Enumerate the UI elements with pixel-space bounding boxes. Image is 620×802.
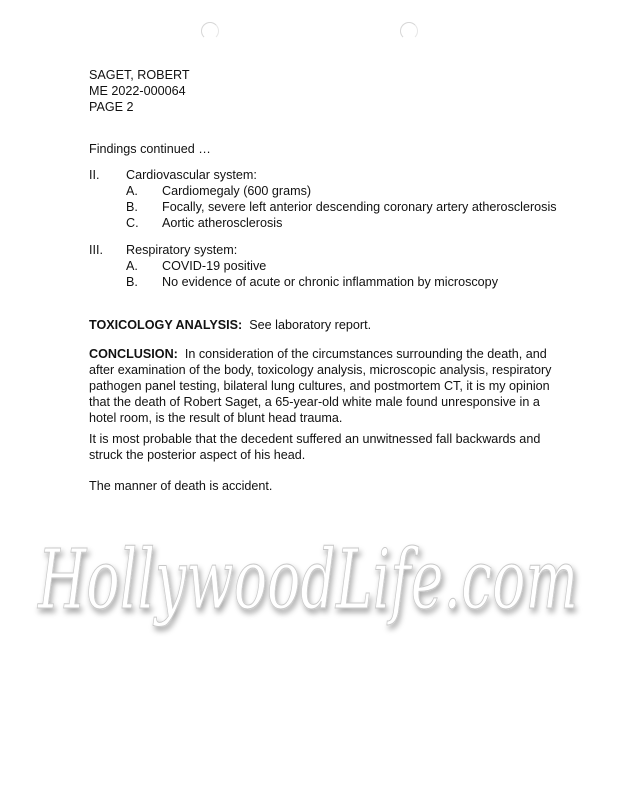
toxicology-paragraph [89, 317, 559, 333]
item-letter: A. [126, 184, 138, 198]
list-item [89, 199, 559, 215]
section-heading [89, 167, 559, 183]
item-text: COVID-19 positive [162, 259, 267, 273]
toxicology-text: See laboratory report. [249, 318, 372, 332]
conclusion-paragraph [89, 346, 564, 426]
punch-hole-left [201, 22, 219, 40]
item-letter: A. [126, 259, 138, 273]
watermark-logo [28, 520, 588, 640]
section-numeral: III. [89, 243, 103, 257]
conclusion-label: CONCLUSION: [89, 347, 178, 361]
findings-section-respiratory [89, 242, 559, 290]
findings-continued-label: Findings continued … [89, 142, 211, 156]
item-text: No evidence of acute or chronic inflammation by microscopy [162, 275, 498, 289]
item-text: Focally, severe left anterior descending coronary artery atherosclerosis [162, 200, 557, 214]
item-text: Aortic atherosclerosis [162, 216, 283, 230]
section-title: Cardiovascular system: [126, 168, 257, 182]
list-item [89, 183, 559, 199]
toxicology-label: TOXICOLOGY ANALYSIS: [89, 318, 243, 332]
section-numeral: II. [89, 168, 100, 182]
findings-section-cardiovascular [89, 167, 559, 231]
list-item [89, 215, 559, 231]
item-letter: C. [126, 216, 139, 230]
list-item [89, 258, 559, 274]
item-letter: B. [126, 275, 138, 289]
item-text: Cardiomegaly (600 grams) [162, 184, 312, 198]
watermark-text: HollywoodLife.com [36, 533, 578, 628]
decedent-name: SAGET, ROBERT [89, 68, 190, 82]
page-number: PAGE 2 [89, 100, 134, 114]
section-heading [89, 242, 559, 258]
item-letter: B. [126, 200, 138, 214]
punch-hole-right [400, 22, 418, 40]
list-item [89, 274, 559, 290]
probable-cause-paragraph: It is most probable that the decedent suffered an unwitnessed fall backwards and struck the posterior aspect of his head. [89, 432, 541, 462]
section-title: Respiratory system: [126, 243, 238, 257]
manner-of-death-paragraph: The manner of death is accident. [89, 479, 273, 493]
case-number: ME 2022-000064 [89, 84, 186, 98]
conclusion-text: In consideration of the circumstances surrounding the death, and after examination of the body, toxicology analysis, microscopic analysis, respiratory pathogen panel testing, bilateral lung cultures, and postmortem CT, it is my opinion that the death of Robert Saget, a 65-year-old white male found unresponsive in a hotel room, is the result of blunt head trauma. [89, 347, 552, 425]
document-header [89, 67, 190, 115]
